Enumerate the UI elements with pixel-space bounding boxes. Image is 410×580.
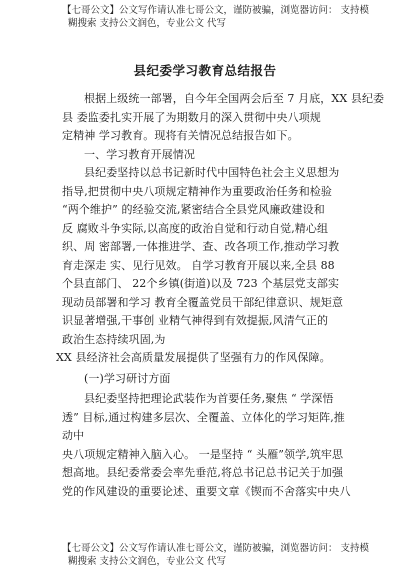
text-line: 动中 xyxy=(62,429,85,442)
text-line: 党的作风建设的重要论述、重要文章《锲而不舍落实中央八 xyxy=(62,484,351,498)
text-line: 现动员部署和学习 教育全覆盖党员干部纪律意识、规矩意 xyxy=(62,295,344,309)
text-line: 反 腐败斗争实际,以高度的政治自觉和行动自觉,精心组 xyxy=(62,221,329,235)
paragraph-study xyxy=(62,390,362,446)
paragraph-overview-end xyxy=(56,349,362,368)
text-line: 育走深走 实、见行见效。 自学习教育开展以来,全县 88 xyxy=(62,258,335,272)
text-line: XX 县经济社会高质量发展提供了坚强有力的作风保障。 xyxy=(56,351,331,364)
text-line: 指导,把贯彻中央八项规定精神作为重要政治任务和检验 xyxy=(62,184,332,198)
text-line: 县纪委坚持把理论武装作为首要任务,聚焦 “ 学深悟 xyxy=(84,392,334,405)
section-heading-2 xyxy=(62,370,362,389)
footer-line-2: 糊搜索 支持公文润色，专业公文 代写 xyxy=(68,556,227,567)
text-line: 识显著增强,干事创 业精气神得到有效提振,风清气正的 xyxy=(62,314,329,327)
text-line: 一、学习教育开展情况 xyxy=(84,147,195,161)
text-line: 政治生态持续巩固,为 xyxy=(62,332,166,346)
header-line-2: 糊搜索 支持公文润色，专业公文 代写 xyxy=(68,18,227,29)
text-line: 织、周 密部署,一体推进学、查、改各项工作,推动学习教 xyxy=(62,240,340,253)
text-line: 根据上级统一部署，自今年全国两会后至 7 月底，XX 县纪委 xyxy=(84,92,385,105)
text-line: 县 委监委扎实开展了为期数月的深入贯彻中央八项规 xyxy=(62,110,321,124)
document-title: 县纪委学习教育总结报告 xyxy=(133,63,277,78)
text-line: 个县直部门、 22个乡镇(街道)以及 723 个基层党支部实 xyxy=(62,277,340,290)
text-line: 定精神 学习教育。现将有关情况总结报告如下。 xyxy=(62,129,299,142)
text-line: “两个维护” 的经验交流,紧密结合全县党风廉政建设和 xyxy=(62,203,325,216)
paragraph-intro xyxy=(62,90,385,146)
header-line-1: 【七哥公文】公文写作请认准七哥公文，谨防被骗，浏览器访问： 支持模 xyxy=(62,5,370,16)
text-line: 央八项规定精神入脑入心。 一是坚持 “ 头雁”领学,筑牢思 xyxy=(62,447,344,461)
section-heading-1 xyxy=(62,146,362,165)
page-footer-watermark xyxy=(0,542,410,568)
footer-line-1: 【七哥公文】公文写作请认准七哥公文，谨防被骗，浏览器访问： 支持模 xyxy=(62,543,370,554)
text-line: 透” 目标,通过构建多层次、全覆盖、立体化的学习矩阵,推 xyxy=(62,410,345,424)
document-body xyxy=(56,90,385,501)
text-line: (一)学习研讨方面 xyxy=(84,371,171,385)
text-line: 想高地。县纪委常委会率先垂范,将总书记总书记关于加强 xyxy=(62,466,344,479)
page-header-watermark xyxy=(0,4,410,30)
paragraph-study-cont xyxy=(62,446,362,502)
text-line: 县纪委坚持以总书记新时代中国特色社会主义思想为 xyxy=(84,166,340,179)
paragraph-overview xyxy=(62,164,362,349)
